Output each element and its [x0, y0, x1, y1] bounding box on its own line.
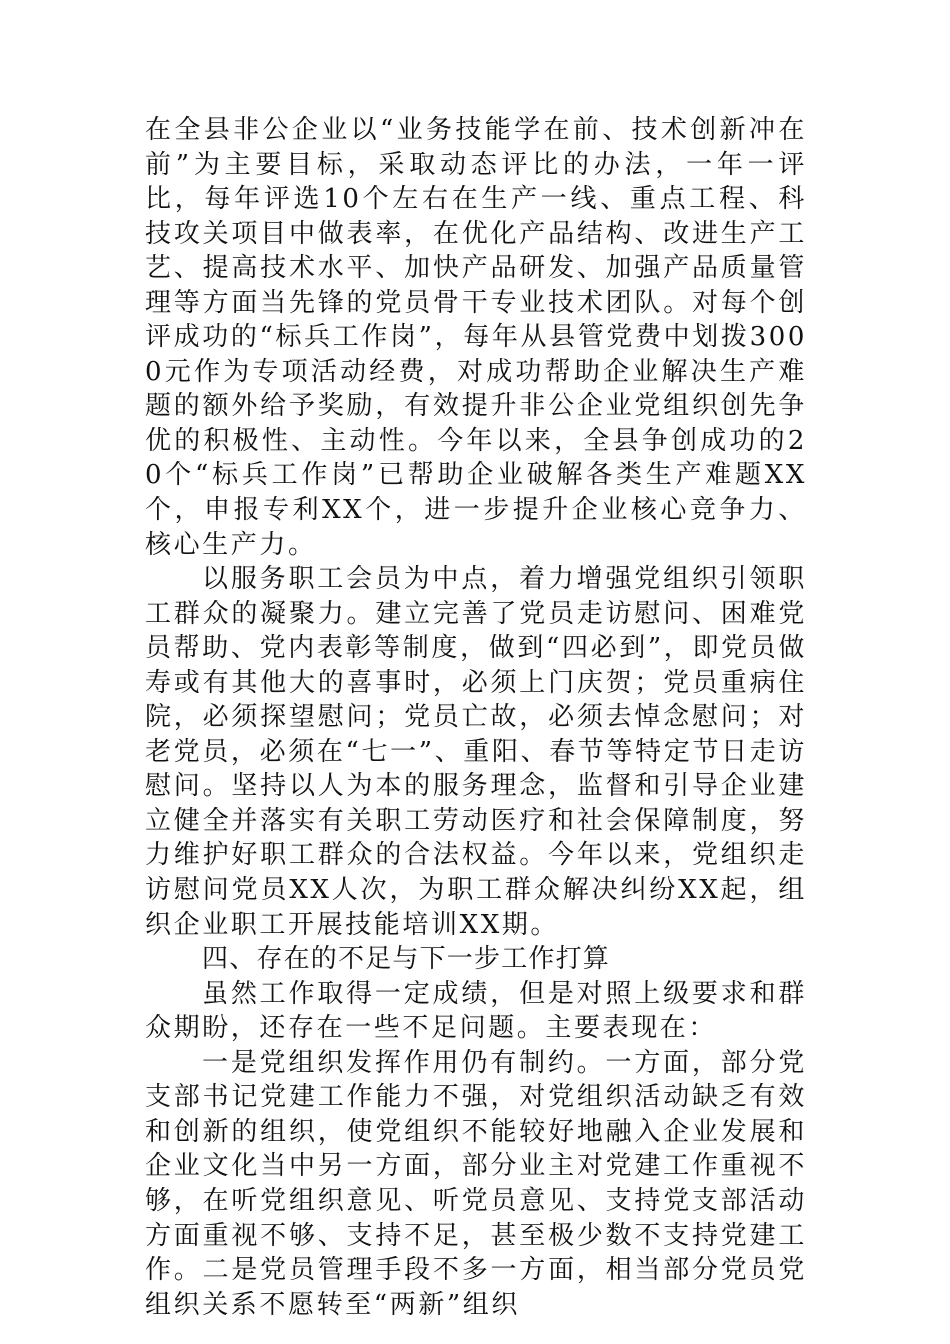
- document-body: [145, 113, 807, 1322]
- paragraph-problem-details: 一是党组织发挥作用仍有制约。一方面，部分党支部书记党建工作能力不强，对党组织活动缺乏有效和创新的组织，使党组织不能较好地融入企业发展和企业文化当中另一方面，部分业主对党建工作重视不够，在听党组织意见、听党员意见、支持党支部活动方面重视不够、支持不足，甚至极少数不支持党建工作。二是党员管理手段不多一方面，相当部分党员党组织关系不愿转至“两新”组织: [145, 1047, 807, 1320]
- paragraph-standard-post-award: 在全县非公企业以“业务技能学在前、技术创新冲在前”为主要目标，采取动态评比的办法，一年一评比，每年评选10个左右在生产一线、重点工程、科技攻关项目中做表率，在优化产品结构、改进生产工艺、提高技术水平、加快产品研发、加强产品质量管理等方面当先锋的党员骨干专业技术团队。对每个创评成功的“标兵工作岗”，每年从县管党费中划拨3000元作为专项活动经费，对成功帮助企业解决生产难题的额外给予奖励，有效提升非公企业党组织创先争优的积极性、主动性。今年以来，全县争创成功的20个“标兵工作岗”已帮助企业破解各类生产难题XX个，申报专利XX个，进一步提升企业核心竞争力、核心生产力。: [145, 115, 807, 560]
- paragraph-shortcomings-intro: 虽然工作取得一定成绩，但是对照上级要求和群众期盼，还存在一些不足问题。主要表现在：: [145, 978, 807, 1044]
- section-heading-shortcomings: 四、存在的不足与下一步工作打算: [202, 944, 611, 975]
- paragraph-serving-workers: 以服务职工会员为中点，着力增强党组织引领职工群众的凝聚力。建立完善了党员走访慰问、困难党员帮助、党内表彰等制度，做到“四必到”，即党员做寿或有其他大的喜事时，必须上门庆贺；党员重病住院，必须探望慰问；党员亡故，必须去悼念慰问；对老党员，必须在“七一”、重阳、春节等特定节日走访慰问。坚持以人为本的服务理念，监督和引导企业建立健全并落实有关职工劳动医疗和社会保障制度，努力维护好职工群众的合法权益。今年以来，党组织走访慰问党员XX人次，为职工群众解决纠纷XX起，组织企业职工开展技能培训XX期。: [145, 564, 807, 940]
